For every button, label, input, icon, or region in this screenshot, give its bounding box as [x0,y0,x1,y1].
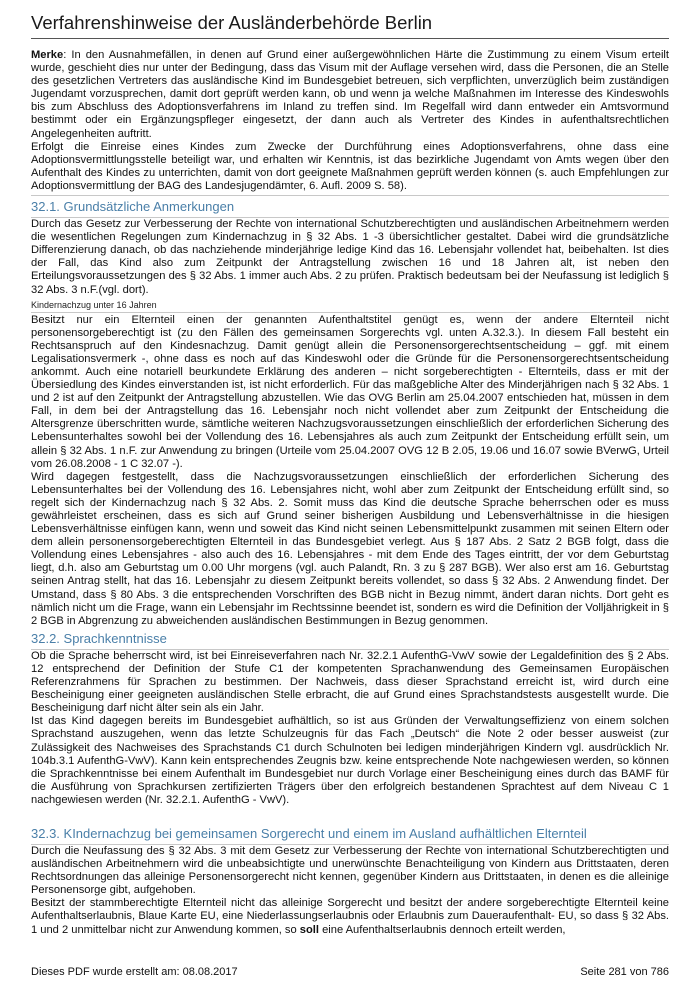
section-heading-32-3: 32.3. KIndernachzug bei gemeinsamen Sorgerecht und einem im Ausland aufhältlichen Elternteil [31,823,669,845]
section-32-2-paragraph-1: Ob die Sprache beherrscht wird, ist bei Einreiseverfahren nach Nr. 32.2.1 AufenthG-VwV sowie der Legaldefinition des § 2 Abs. 12 entsprechend der Definition der Stufe C1 der kompetenten Sprachanwendung des Gemeinsamen Europäischen Referenzrahmens für Sprachen zu bestimmen. Der Nachweis, dass dieser Sprachstand erreicht ist, wird durch eine Bescheinigung einer geeigneten ausländischen Stelle erbracht, die auf Grund eines Sprachstandstests ausgestellt wurde. Die Bescheinigung darf nicht älter sein als ein Jahr. [31,649,669,715]
section-32-2-paragraph-2: Ist das Kind dagegen bereits im Bundesgebiet aufhältlich, so ist aus Gründen der Verwaltungseffizienz von einem solchen Sprachstand auszugehen, wenn das letzte Schulzeugnis für das Fach „Deutsch“ die Note 2 oder besser ausweist (zur Zulässigkeit des Nachweises des Sprachstands C1 durch Schulnoten bei ledigen minderjährigen Kindern vgl. ausdrücklich Nr. 104b.3.1 AufenthG-VwV). Kann kein entsprechendes Zeugnis bzw. keine entsprechende Note nachgewiesen werden, so können die Sprachkenntnisse bei einem Aufenthalt im Bundesgebiet nur durch Vorlage einer Bescheinigung eines durch das BAMF für die Ausführung von Sprachkursen zertifizierten Trägers über den erfolgreich bestandenen Sprachtest auf dem Niveau C 1 nachgewiesen werden (Nr. 32.2.1. AufenthG - VwV). [31,715,669,806]
page-footer [31,966,669,978]
footer-page-number: Seite 281 von 786 [580,966,669,978]
merke-note [31,49,669,196]
section-32-3-paragraph-1: Durch die Neufassung des § 32 Abs. 3 mit dem Gesetz zur Verbesserung der Rechte von international Schutzberechtigten und ausländischen Arbeitnehmern wird die unbeabsichtigte und unerwünschte Benachteiligung von Kindern aus Drittstaaten, deren Rechtsordnungen das alleinige Personensorgerecht nicht kennen, gegenüber Kindern aus Drittstaaten, in denen es die alleinige Personensorge gibt, aufgehoben. [31,844,669,897]
footer-created-date: Dieses PDF wurde erstellt am: 08.08.2017 [31,966,238,978]
section-32-3-text-a: Besitzt der stammberechtigte Elternteil nicht das alleinige Sorgerecht und besitzt der andere sorgeberechtigte Elternteil keine Aufenthaltserlaubnis, Blaue Karte EU, eine Niederlassungserlaubnis oder Erlaubnis zum Daueraufenthalt- EU, so dass § 32 Abs. 1 und 2 unmittelbar nicht zur Anwendung kommen, so [31,897,669,936]
merke-paragraph [31,49,669,141]
section-heading-32-2: 32.2. Sprachkenntnisse [31,628,669,650]
section-heading-32-1: 32.1. Grundsätzliche Anmerkungen [31,196,669,218]
merke-text: : In den Ausnahmefällen, in denen auf Grund einer außergewöhnlichen Härte die Zustimmung zu einem Visum erteilt wurde, geschieht dies nur unter der Bedingung, dass das Visum mit der Auflage versehen wird, dass die Personen, die an Stelle des gesetzlichen Vertreters das ausländische Kind im Bundesgebiet betreuen, sich verpflichten, unverzüglich beim zuständigen Jugendamt vorzusprechen, damit dort geprüft werden kann, ob und wenn ja welche Maßnahmen im Interesse des Kindeswohls bis zum Abschluss des Adoptionsverfahrens im Inland zu treffen sind. Im Regelfall wird dann entweder ein Amtsvormund bestimmt oder ein Ergänzungspfleger eingesetzt, der dann auch als Vertreter des Kindes in aufenthaltsrechtlichen Angelegenheiten auftritt. [31,49,669,140]
document-body [31,49,669,937]
section-32-1-paragraph-3: Wird dagegen festgestellt, dass die Nachzugsvoraussetzungen einschließlich der erforderlichen Sicherung des Lebensunterhaltes bei der Vollendung des 16. Lebensjahres nicht, wohl aber zum Zeitpunkt der Entscheidung erfüllt sind, so regelt sich der Kindernachzug nach § 32 Abs. 2. Somit muss das Kind die deutsche Sprache beherrschen oder es muss gewährleistet erscheinen, dass es sich auf Grund seiner bisherigen Ausbildung und Lebensverhältnisse in die hiesigen Lebensverhältnisse einfügen kann, wenn und soweit das Kind nicht seinen Lebensmittelpunkt zusammen mit seinen Eltern oder dem allein personensorgeberechtigten Elternteil in das Bundesgebiet verlegt. Aus § 187 Abs. 2 Satz 2 BGB folgt, dass die Vollendung eines Lebensjahres - also auch des 16. Lebensjahres - mit dem Ende des Tages eintritt, der vor dem Geburtstag liegt, d.h. also am Geburtstag um 0.00 Uhr morgens (vgl. auch Palandt, Rn. 3 zu § 287 BGB). Wer also erst am 16. Geburtstag seinen Antrag stellt, hat das 16. Lebensjahr zu diesem Zeitpunkt bereits vollendet, so dass § 32 Abs. 2 Anwendung findet. Der Umstand, dass § 80 Abs. 3 die entsprechenden Vorschriften des BGB nicht in Bezug nimmt, ändert daran nichts. Dort geht es nämlich nicht um die Frage, wann ein Lebensjahr im Rechtssinne beendet ist, sondern es wird die Definition der Volljährigkeit in § 2 BGB in Abgrenzung zu abweichenden ausländischen Bestimmungen in Bezug genommen. [31,470,669,627]
section-32-3-paragraph-2 [31,897,669,936]
section-32-3-text-c: eine Aufenthaltserlaubnis dennoch erteilt werden, [318,923,566,936]
section-32-1-paragraph-2: Besitzt nur ein Elternteil einen der genannten Aufenthaltstitel genügt es, wenn der andere Elternteil nicht personensorgeberechtigt ist (zu den Fällen des gemeinsamen Sorgerechts vgl. unten A.32.3.). In diesem Fall besteht ein Rechtsanspruch auf den Kindesnachzug. Damit genügt allein die Personensorgerechtsentscheidung – ggf. mit einem Legalisationsvermerk -, ohne dass es noch auf das Kindeswohl oder die Gründe für die Personensorgerechtsentscheidung ankommt. Auch eine notariell beurkundete Erklärung des anderen – nicht sorgeberechtigten - Elternteils, dass er mit der Übersiedlung des Kindes einverstanden ist, ist nicht erforderlich. Für das maßgebliche Alter des Minderjährigen nach § 32 Abs. 1 und 2 ist auf den Zeitpunkt der Antragstellung abzustellen. Wie das OVG Berlin am 25.04.2007 entschieden hat, müssen in dem Fall, in dem bei der Antragstellung das 16. Lebensjahr noch nicht vollendet aber zum Zeitpunkt der Entscheidung die Altersgrenze überschritten wurde, sämtliche weiteren Nachzugsvoraussetzungen einschließlich der erforderlichen Sicherung des Lebensunterhaltes sowohl bei der Vollendung des 16. Lebensjahres als auch zum Zeitpunkt der Entscheidung erfüllt sein, um allein § 32 Abs. 1 n.F. zur Anwendung zu bringen (Urteile vom 25.04.2007 OVG 12 B 2.05, 19.06 und 16.07 sowie BVerwG, Urteil vom 26.08.2008 - 1 C 32.07 -). [31,313,669,470]
document-page [31,0,669,937]
merke-paragraph-2: Erfolgt die Einreise eines Kindes zum Zwecke der Durchführung eines Adoptionsverfahrens, ohne dass eine Adoptionsvermittlungsstelle beteiligt war, und erhalten wir Kenntnis, ist das bezirkliche Jugendamt von Amts wegen über den Aufenthalt des Kindes zu unterrichten, damit von dort geeignete Maßnahmen geprüft werden können (s. auch Empfehlungen zur Adoptionsvermittlung der BAG des Landesjugendämter, 6. Aufl. 2009 S. 58). [31,140,669,192]
section-32-3-emphasis: soll [299,923,319,936]
section-32-1-paragraph-1: Durch das Gesetz zur Verbesserung der Rechte von international Schutzberechtigten und ausländischen Arbeitnehmern werden die wesentlichen Regelungen zum Kindernachzug in § 32 Abs. 1 -3 übersichtlicher gestaltet. Dabei wird die grundsätzliche Differenzierung danach, ob das nachziehende minderjährige ledige Kind das 16. Lebensjahr vollendet hat, beibehalten. Ist dies der Fall, das Kind also zum Zeitpunkt der Antragstellung zwischen 16 und 18 Jahren alt, ist neben den Erteilungsvoraussetzungen des § 32 Abs. 1 immer auch Abs. 2 zu prüfen. Praktisch bedeutsam bei der Neufassung ist lediglich § 32 Abs. 3 n.F.(vgl. dort). [31,218,669,296]
merke-label: Merke [31,49,64,61]
page-title: Verfahrenshinweise der Ausländerbehörde Berlin [31,12,669,39]
subheading-kindernachzug: Kindernachzug unter 16 Jahren [31,299,669,313]
